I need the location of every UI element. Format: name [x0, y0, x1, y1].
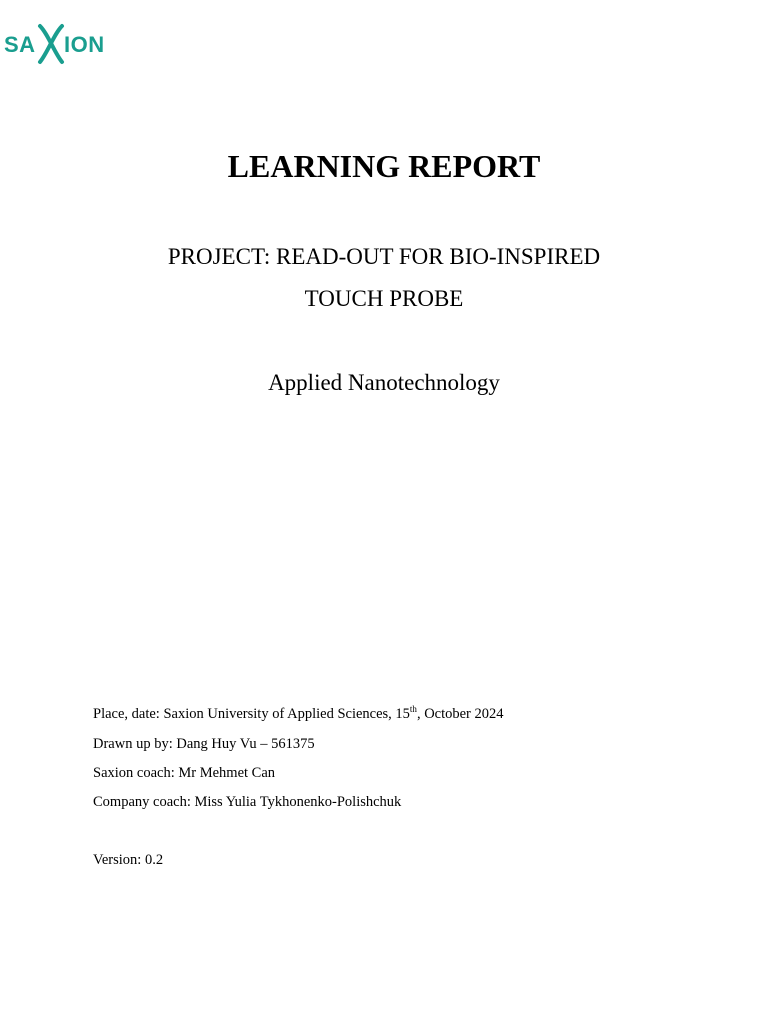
- project-title-line-1: PROJECT: READ-OUT FOR BIO-INSPIRED: [167, 244, 601, 269]
- saxion-coach-line: Saxion coach: Mr Mehmet Can: [93, 765, 276, 781]
- logo-text-right: ION: [64, 32, 105, 57]
- place-date-suffix: , October 2024: [416, 706, 504, 722]
- study-program: Applied Nanotechnology: [268, 370, 500, 395]
- place-date-prefix: Place, date: Saxion University of Applied Sciences, 15: [93, 706, 410, 722]
- drawn-up-by-line: Drawn up by: Dang Huy Vu – 561375: [93, 736, 315, 752]
- project-title-line-2: TOUCH PROBE: [304, 286, 464, 311]
- logo-x-mark: [40, 26, 62, 62]
- logo-text-left: SA: [4, 32, 36, 57]
- place-date-line: [93, 705, 504, 723]
- place-date-ordinal: th: [409, 704, 417, 714]
- company-coach-line: Company coach: Miss Yulia Tykhonenko-Polishchuk: [93, 794, 402, 810]
- saxion-logo: [4, 22, 114, 66]
- report-title: LEARNING REPORT: [227, 148, 541, 184]
- version-line: Version: 0.2: [93, 852, 164, 868]
- saxion-logo-graphic: [4, 22, 114, 66]
